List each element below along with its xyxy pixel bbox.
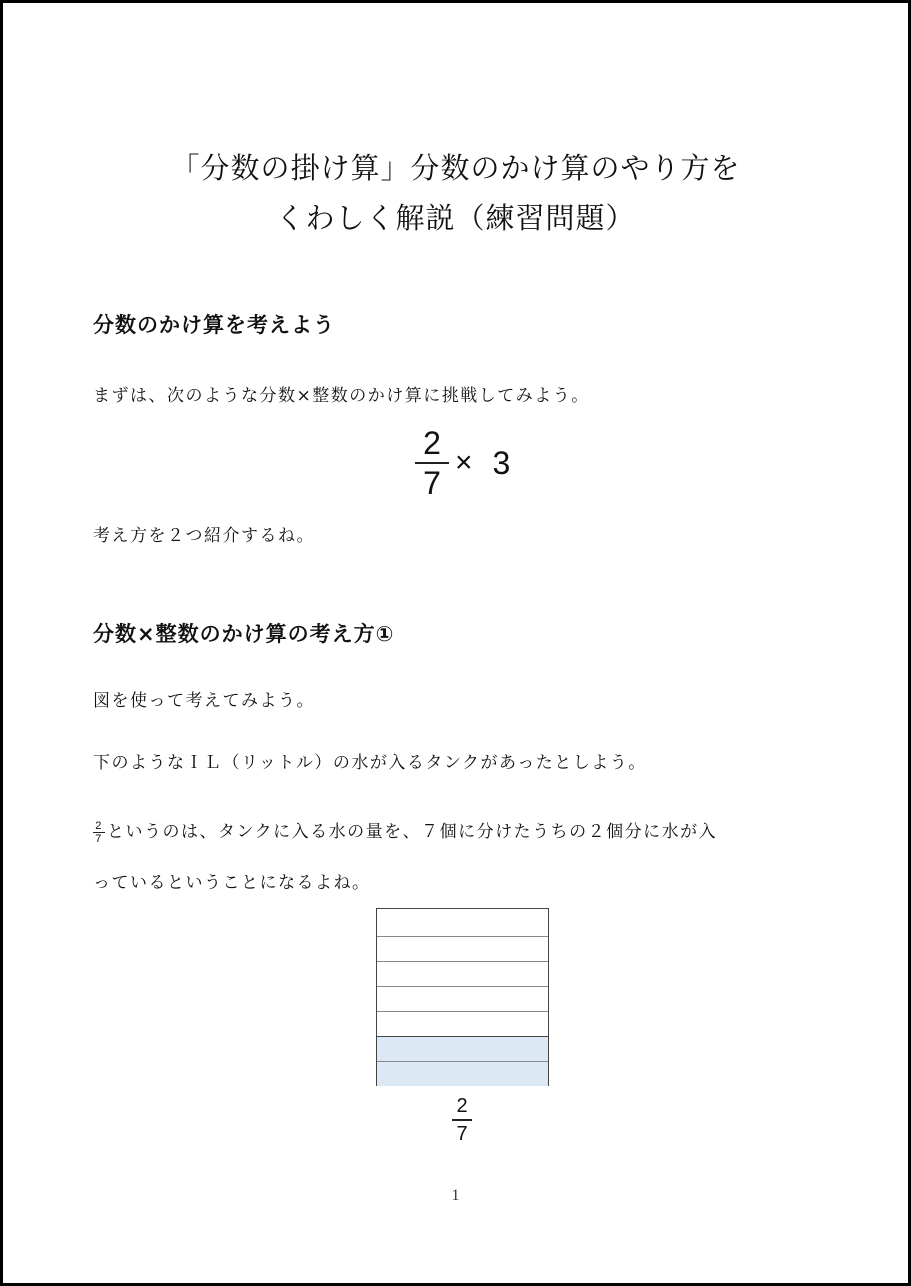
section-heading-2: 分数×整数のかけ算の考え方① <box>93 622 395 646</box>
tank-fraction-numerator: 2 <box>456 1095 468 1117</box>
intro-paragraph: まずは、次のような分数×整数のかけ算に挑戦してみよう。 <box>93 386 590 406</box>
tank-segment-empty <box>377 987 548 1012</box>
paragraph-line-1: というのは、タンクに入る水の量を、７個に分けたうちの２個分に水が入 <box>107 822 718 842</box>
tank-fraction-bar <box>452 1119 472 1121</box>
equation-fraction <box>415 426 449 500</box>
inline-fraction-denominator: 7 <box>95 832 103 845</box>
tank-segment-empty <box>377 962 548 987</box>
paragraph-tank: 下のようなＩＬ（リットル）の水が入るタンクがあったとしよう。 <box>93 753 647 773</box>
title-line-1: 「分数の掛け算」分数のかけ算のやり方を <box>170 151 741 185</box>
fraction-denominator: 7 <box>423 465 441 501</box>
paragraph-use-diagram: 図を使って考えてみよう。 <box>93 691 315 711</box>
fraction-bar <box>415 462 449 464</box>
methods-intro: 考え方を２つ紹介するね。 <box>93 526 315 546</box>
inline-fraction <box>93 820 105 845</box>
tank-segment-empty <box>377 937 548 962</box>
inline-fraction-numerator: 2 <box>95 819 103 832</box>
tank-segment-filled <box>377 1062 548 1086</box>
multiply-sign: × <box>455 446 473 479</box>
tank-fraction-label <box>452 1095 472 1145</box>
paragraph-fraction-meaning <box>93 817 717 845</box>
tank-segment-filled <box>377 1037 548 1062</box>
page-number: 1 <box>451 1187 460 1204</box>
section-heading-1: 分数のかけ算を考えよう <box>93 313 335 337</box>
tank-segment-empty <box>377 909 548 937</box>
tank-segment-empty <box>377 1012 548 1037</box>
fraction-numerator: 2 <box>423 425 441 461</box>
equation <box>415 423 510 503</box>
title-line-2: くわしく解説（練習問題） <box>275 201 636 235</box>
page-title <box>3 143 908 243</box>
tank-fraction-denominator: 7 <box>456 1122 468 1145</box>
multiplier: 3 <box>492 444 511 481</box>
tank-diagram <box>376 908 549 1086</box>
paragraph-line-2: っているということになるよね。 <box>93 873 371 893</box>
